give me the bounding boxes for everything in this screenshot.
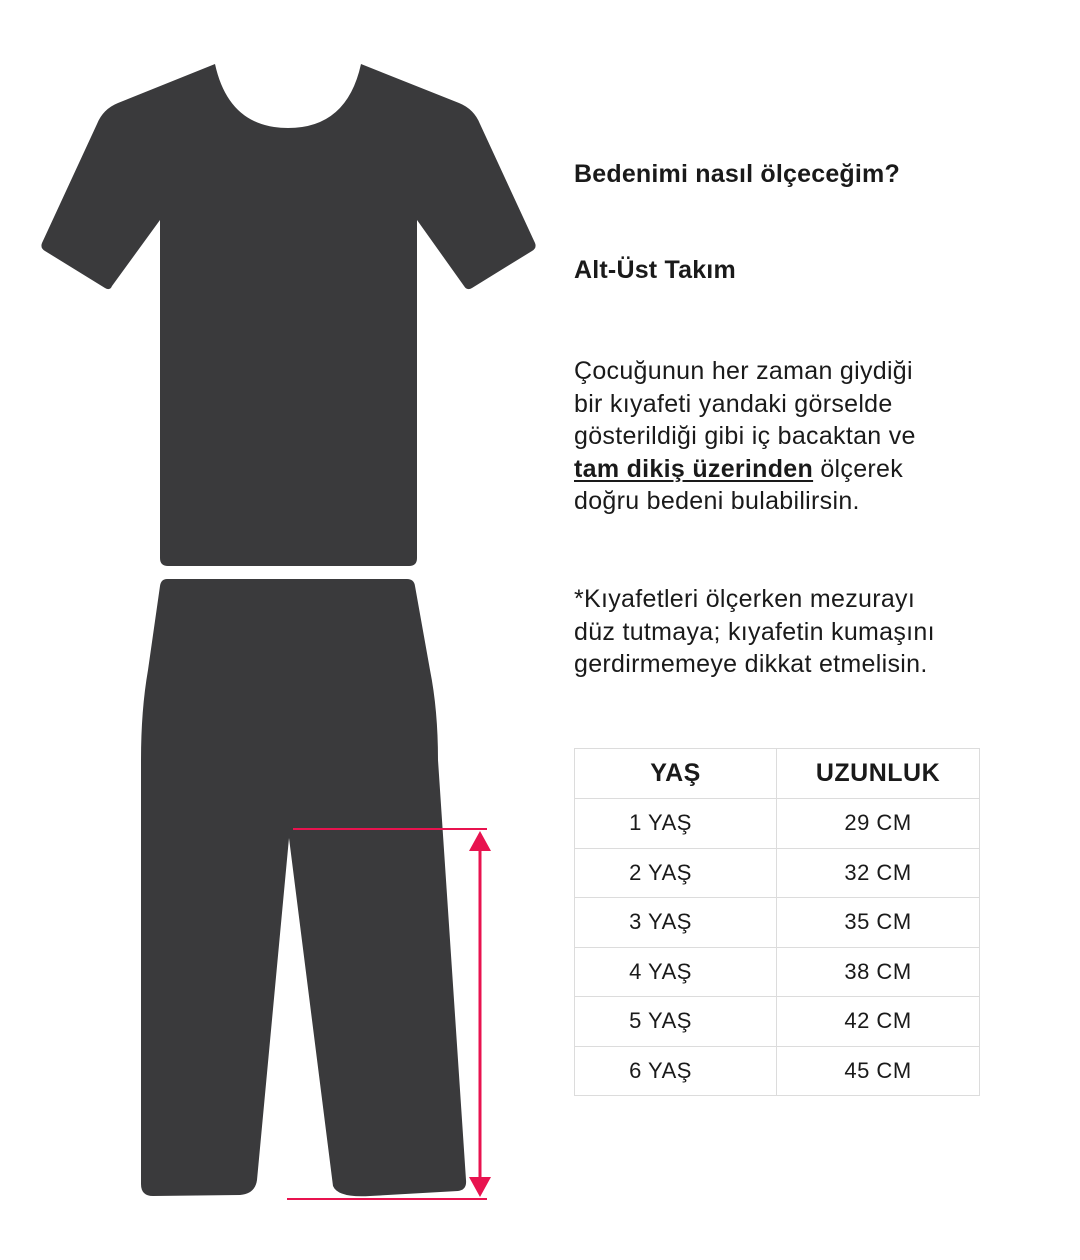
- length-cell: 45 CM: [777, 1046, 980, 1096]
- age-column-header: YAŞ: [575, 749, 777, 799]
- note-line: düz tutmaya; kıyafetin kumaşını: [574, 617, 935, 646]
- pants-icon: [141, 579, 466, 1196]
- length-cell: 29 CM: [777, 799, 980, 849]
- table-row: [575, 799, 980, 849]
- product-type-label: Alt-Üst Takım: [574, 256, 736, 284]
- emphasis-text: tam dikiş üzerinden: [574, 454, 814, 483]
- table-header-row: [575, 749, 980, 799]
- table-row: [575, 1046, 980, 1096]
- instructions-text: ölçerek: [820, 454, 904, 483]
- table-row: [575, 898, 980, 948]
- note-line: *Kıyafetleri ölçerken mezurayı: [574, 585, 916, 613]
- age-cell: 2 YAŞ: [575, 848, 777, 898]
- instructions-line: [574, 453, 1054, 486]
- measurement-note: [574, 583, 1054, 681]
- instructions-line: gösterildiği gibi iç bacaktan ve: [574, 422, 916, 450]
- measurement-instructions: [574, 355, 1054, 518]
- instructions-line: Çocuğunun her zaman giydiği: [574, 357, 913, 385]
- page-heading: Bedenimi nasıl ölçeceğim?: [574, 160, 900, 188]
- age-cell: 6 YAŞ: [575, 1046, 777, 1096]
- age-cell: 1 YAŞ: [575, 799, 777, 849]
- age-cell: 4 YAŞ: [575, 947, 777, 997]
- length-cell: 35 CM: [777, 898, 980, 948]
- size-chart-table: [574, 748, 980, 1096]
- length-cell: 32 CM: [777, 848, 980, 898]
- age-cell: 5 YAŞ: [575, 997, 777, 1047]
- instructions-line: doğru bedeni bulabilirsin.: [574, 487, 860, 515]
- age-cell: 3 YAŞ: [575, 898, 777, 948]
- table-row: [575, 848, 980, 898]
- table-row: [575, 997, 980, 1047]
- length-cell: 42 CM: [777, 997, 980, 1047]
- tshirt-icon: [41, 64, 535, 566]
- table-row: [575, 947, 980, 997]
- note-line: gerdirmemeye dikkat etmelisin.: [574, 650, 928, 678]
- length-cell: 38 CM: [777, 947, 980, 997]
- instructions-line: bir kıyafeti yandaki görselde: [574, 389, 893, 418]
- length-column-header: UZUNLUK: [777, 749, 980, 799]
